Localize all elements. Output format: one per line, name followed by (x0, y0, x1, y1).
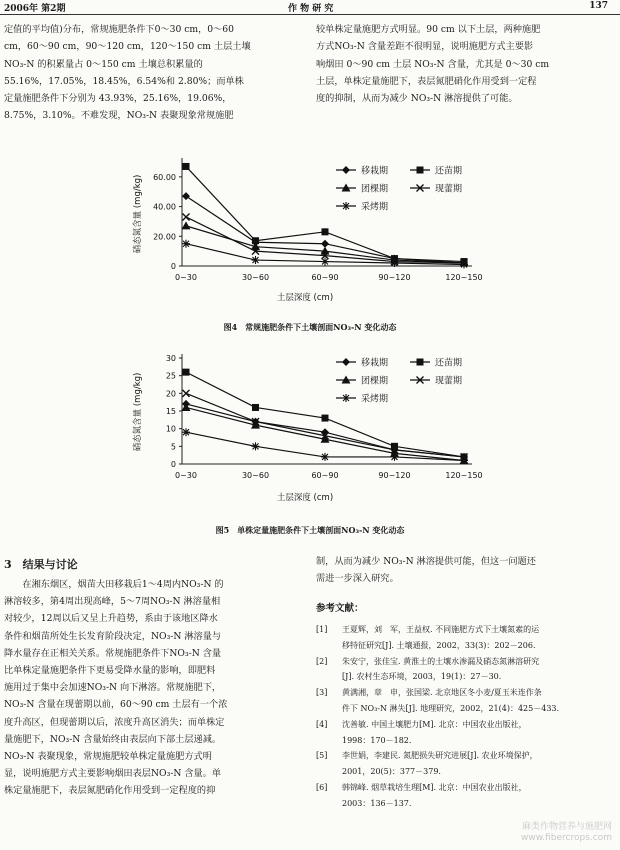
watermark (521, 822, 612, 844)
y-tick-label: 5 (170, 442, 176, 452)
reference-line: [J]. 农村生态环境，2003，19(1)：27－30. (342, 672, 502, 682)
text-line: 较单株定量施肥方式明显。90 cm 以下土层，两种施肥 (316, 24, 541, 35)
legend-label: 现蕾期 (435, 376, 463, 387)
text-line: 土层，单株定量施肥下，表层氮肥硝化作用受到一定程 (316, 75, 537, 87)
text-line: 比单株定量施肥条件下更易受降水量的影响，即肥料 (4, 665, 216, 677)
text-line: 在湘东烟区，烟苗大田移栽后1～4周内NO₃-N 的 (22, 579, 224, 590)
reference-item (316, 685, 614, 717)
x-tick-label: 60~90 (311, 471, 339, 480)
legend-label: 还苗期 (435, 166, 463, 177)
header-journal: 作 物 研 究 (288, 4, 334, 14)
y-tick-label: 40.00 (153, 202, 176, 212)
legend-entry (410, 165, 462, 177)
legend-label: 团棵期 (361, 376, 389, 387)
text-line: 量施肥下，NO₃-N 含量始终由表层向下部土层递减。 (4, 733, 222, 745)
reference-item (316, 780, 614, 812)
results-paragraph-continued (316, 553, 614, 588)
x-marker (183, 213, 190, 220)
running-header (0, 0, 620, 15)
reference-number: [4] (316, 719, 328, 729)
figure-4-caption: 图4 常规施肥条件下土壤剖面NO₃-N 变化动态 (223, 322, 397, 332)
reference-line: 李世娟，李建民. 氮肥损失研究进展[J]. 农业环境保护， (342, 751, 538, 761)
reference-number: [1] (316, 625, 328, 634)
diamond-marker (321, 240, 329, 248)
legend-label: 移栽期 (361, 166, 389, 177)
section-title: 3 结果与讨论 (4, 558, 78, 571)
star-marker (252, 256, 260, 264)
x-tick-label: 60~90 (311, 273, 339, 282)
square-marker (183, 369, 190, 376)
x-marker (183, 390, 190, 397)
diamond-marker (342, 166, 350, 174)
reference-number: [6] (316, 782, 328, 792)
y-tick-label: 20.00 (153, 232, 176, 242)
x-axis-title: 土层深度 (cm) (276, 493, 334, 503)
reference-item (316, 622, 614, 654)
figure-5-chart (0, 344, 620, 516)
text-line: 度的抑制，从而为减少 NO₃-N 淋溶提供了可能。 (316, 93, 518, 105)
reference-line: 移特征研究[J]. 土壤通报，2002，33(3)：202－206. (342, 640, 536, 650)
legend-entry (336, 357, 388, 369)
diamond-marker (342, 358, 350, 366)
text-line: 株定量施肥下，表层氮肥硝化作用受到一定程度的抑 (4, 785, 216, 797)
watermark-line: 麻类作物营养与施肥网 (521, 822, 612, 832)
square-marker (322, 228, 329, 235)
reference-number: [3] (316, 688, 328, 698)
star-marker (460, 456, 468, 464)
y-tick-label: 25 (165, 371, 176, 381)
reference-line: 2003：136－137. (342, 798, 412, 808)
y-axis-title: 硝态氮含量 (mg/kg) (133, 174, 143, 254)
reference-line: 黄满湘，章 申，张国梁. 北京地区冬小麦/夏玉米连作条 (342, 688, 542, 698)
text-line: 对较少，12周以后又呈上升趋势，系由于该地区降水 (4, 613, 218, 625)
text-line: cm，60～90 cm，90～120 cm，120～150 cm 土层土壤 (4, 41, 251, 53)
legend-label: 采烤期 (361, 202, 389, 213)
series-square (183, 369, 468, 461)
x-tick-label: 0~30 (175, 273, 197, 282)
square-marker (183, 163, 190, 170)
y-tick-label: 0 (170, 460, 176, 469)
legend-entry (410, 375, 462, 387)
square-marker (252, 404, 259, 411)
x-axis-title: 土层深度 (cm) (276, 293, 334, 303)
reference-item (316, 748, 614, 780)
reference-number: [5] (316, 751, 328, 761)
square-marker (417, 167, 424, 174)
y-tick-label: 60.00 (153, 172, 176, 182)
figure-5-caption: 图5 单株定量施肥条件下土壤剖面NO₃-N 变化动态 (215, 525, 405, 535)
x-tick-label: 90~120 (378, 273, 411, 282)
star-marker (321, 453, 329, 461)
legend-label: 还苗期 (435, 358, 463, 369)
square-marker (322, 415, 329, 422)
star-marker (321, 258, 329, 266)
legend-label: 团棵期 (361, 184, 389, 195)
text-line: 8.75%，3.10%。不难发现，NO₃-N 表聚现象常规施肥 (4, 110, 234, 122)
legend-entry (336, 375, 388, 387)
text-line: 显，说明施肥方式主要影响烟田表层NO₃-N 含量。单 (4, 768, 222, 780)
text-line: 条件和烟苗所处生长发育阶段决定，NO₃-N 淋溶量与 (4, 630, 222, 642)
reference-line: 件下 NO₃-N 淋失[J]. 地理研究，2002，21(4)：425－433. (342, 703, 560, 713)
legend-entry (336, 183, 388, 195)
reference-item (316, 717, 614, 749)
reference-line: 沈善敏. 中国土壤肥力[M]. 北京：中国农业出版社， (342, 719, 527, 729)
legend-entry (336, 201, 388, 213)
reference-line: 韩锦峰. 烟草栽培生理[M]. 北京：中国农业出版社， (342, 782, 527, 792)
x-tick-label: 0~30 (175, 471, 197, 480)
references-title: 参考文献： (316, 603, 364, 614)
star-marker (252, 442, 260, 450)
text-line: 施用过于集中会加速NO₃-N 向下淋溶。常规施肥下， (4, 682, 222, 694)
x-tick-label: 120~150 (445, 273, 483, 282)
series-x (183, 390, 468, 461)
text-line: 淋溶较多，第4周出现高峰，5～7周NO₃-N 淋溶量相 (4, 596, 221, 608)
header-page-number: 137 (589, 1, 608, 11)
reference-line: 朱安宁，张佳宝. 黄淮土的土壤水渗漏及硝态氮淋溶研究 (342, 656, 540, 666)
reference-line: 2001，20(5)：377－379. (342, 767, 441, 777)
y-tick-label: 30 (165, 354, 176, 363)
top-right-paragraph (316, 21, 612, 107)
square-marker (417, 359, 424, 366)
star-marker (342, 202, 350, 210)
legend-entry (336, 165, 388, 177)
diamond-marker (182, 192, 190, 200)
legend-entry (410, 183, 462, 195)
triangle-marker (182, 221, 191, 229)
star-marker (182, 428, 190, 436)
reference-line: 1998：170－182. (342, 735, 412, 745)
watermark-line: www.fibercrops.com (521, 833, 612, 843)
star-marker (342, 394, 350, 402)
reference-list (316, 622, 614, 812)
text-line: NO₃-N 含量在现蕾期以前，60～90 cm 土层有一个浓 (4, 699, 228, 711)
text-line: 定量施肥条件下分别为 43.93%，25.16%，19.06%， (4, 93, 232, 105)
text-line: 需进一步深入研究。 (316, 573, 399, 585)
legend-label: 移栽期 (361, 358, 389, 369)
y-axis-title: 硝态氮含量 (mg/kg) (133, 372, 143, 452)
x-tick-label: 30~60 (241, 273, 270, 282)
reference-number: [2] (316, 656, 328, 666)
text-line: 方式NO₃-N 含量差距不很明显，说明施肥方式主要影 (316, 41, 534, 53)
star-marker (460, 261, 468, 269)
x-tick-label: 90~120 (378, 471, 411, 480)
y-tick-label: 0 (170, 262, 176, 271)
legend-entry (336, 393, 388, 405)
star-marker (391, 453, 399, 461)
legend-entry (410, 357, 462, 369)
reference-line: 王夏辉，刘 军，王益权. 不同施肥方式下土壤氮素的运 (342, 625, 540, 634)
text-line: 度升高区，但现蕾期以后，浓度升高区消失；而单株定 (4, 716, 225, 728)
series-line (186, 393, 464, 457)
text-line: 制，从而为减少 NO₃-N 淋溶提供可能，但这一问题还 (316, 556, 536, 567)
x-tick-label: 120~150 (445, 471, 483, 480)
legend-label: 采烤期 (361, 394, 389, 405)
y-tick-label: 10 (165, 424, 176, 434)
reference-item (316, 654, 614, 686)
figure-4-chart (0, 150, 620, 318)
star-marker (182, 240, 190, 248)
results-paragraph (4, 576, 302, 800)
text-line: NO₃-N 的积累量占 0～150 cm 土壤总积累量的 (4, 58, 203, 70)
x-tick-label: 30~60 (241, 471, 270, 480)
legend-label: 现蕾期 (435, 184, 463, 195)
y-tick-label: 20 (165, 389, 176, 399)
text-line: 定值的平均值)分布，常规施肥条件下0～30 cm，0～60 (4, 24, 234, 35)
text-line: 55.16%，17.05%，18.45%，6.54%和 2.80%；而单株 (4, 75, 244, 87)
header-issue: 2006年 第2期 (4, 4, 66, 14)
text-line: 降水量存在正相关关系。常规施肥条件下NO₃-N 含量 (4, 647, 222, 659)
top-left-paragraph (4, 21, 300, 125)
y-tick-label: 15 (165, 407, 176, 416)
text-line: 响烟田 0～90 cm 土层 NO₃-N 含量，尤其是 0～30 cm (316, 58, 550, 70)
star-marker (391, 259, 399, 267)
text-line: NO₃-N 表聚现象，常规施肥较单株定量施肥方式明 (4, 751, 212, 763)
